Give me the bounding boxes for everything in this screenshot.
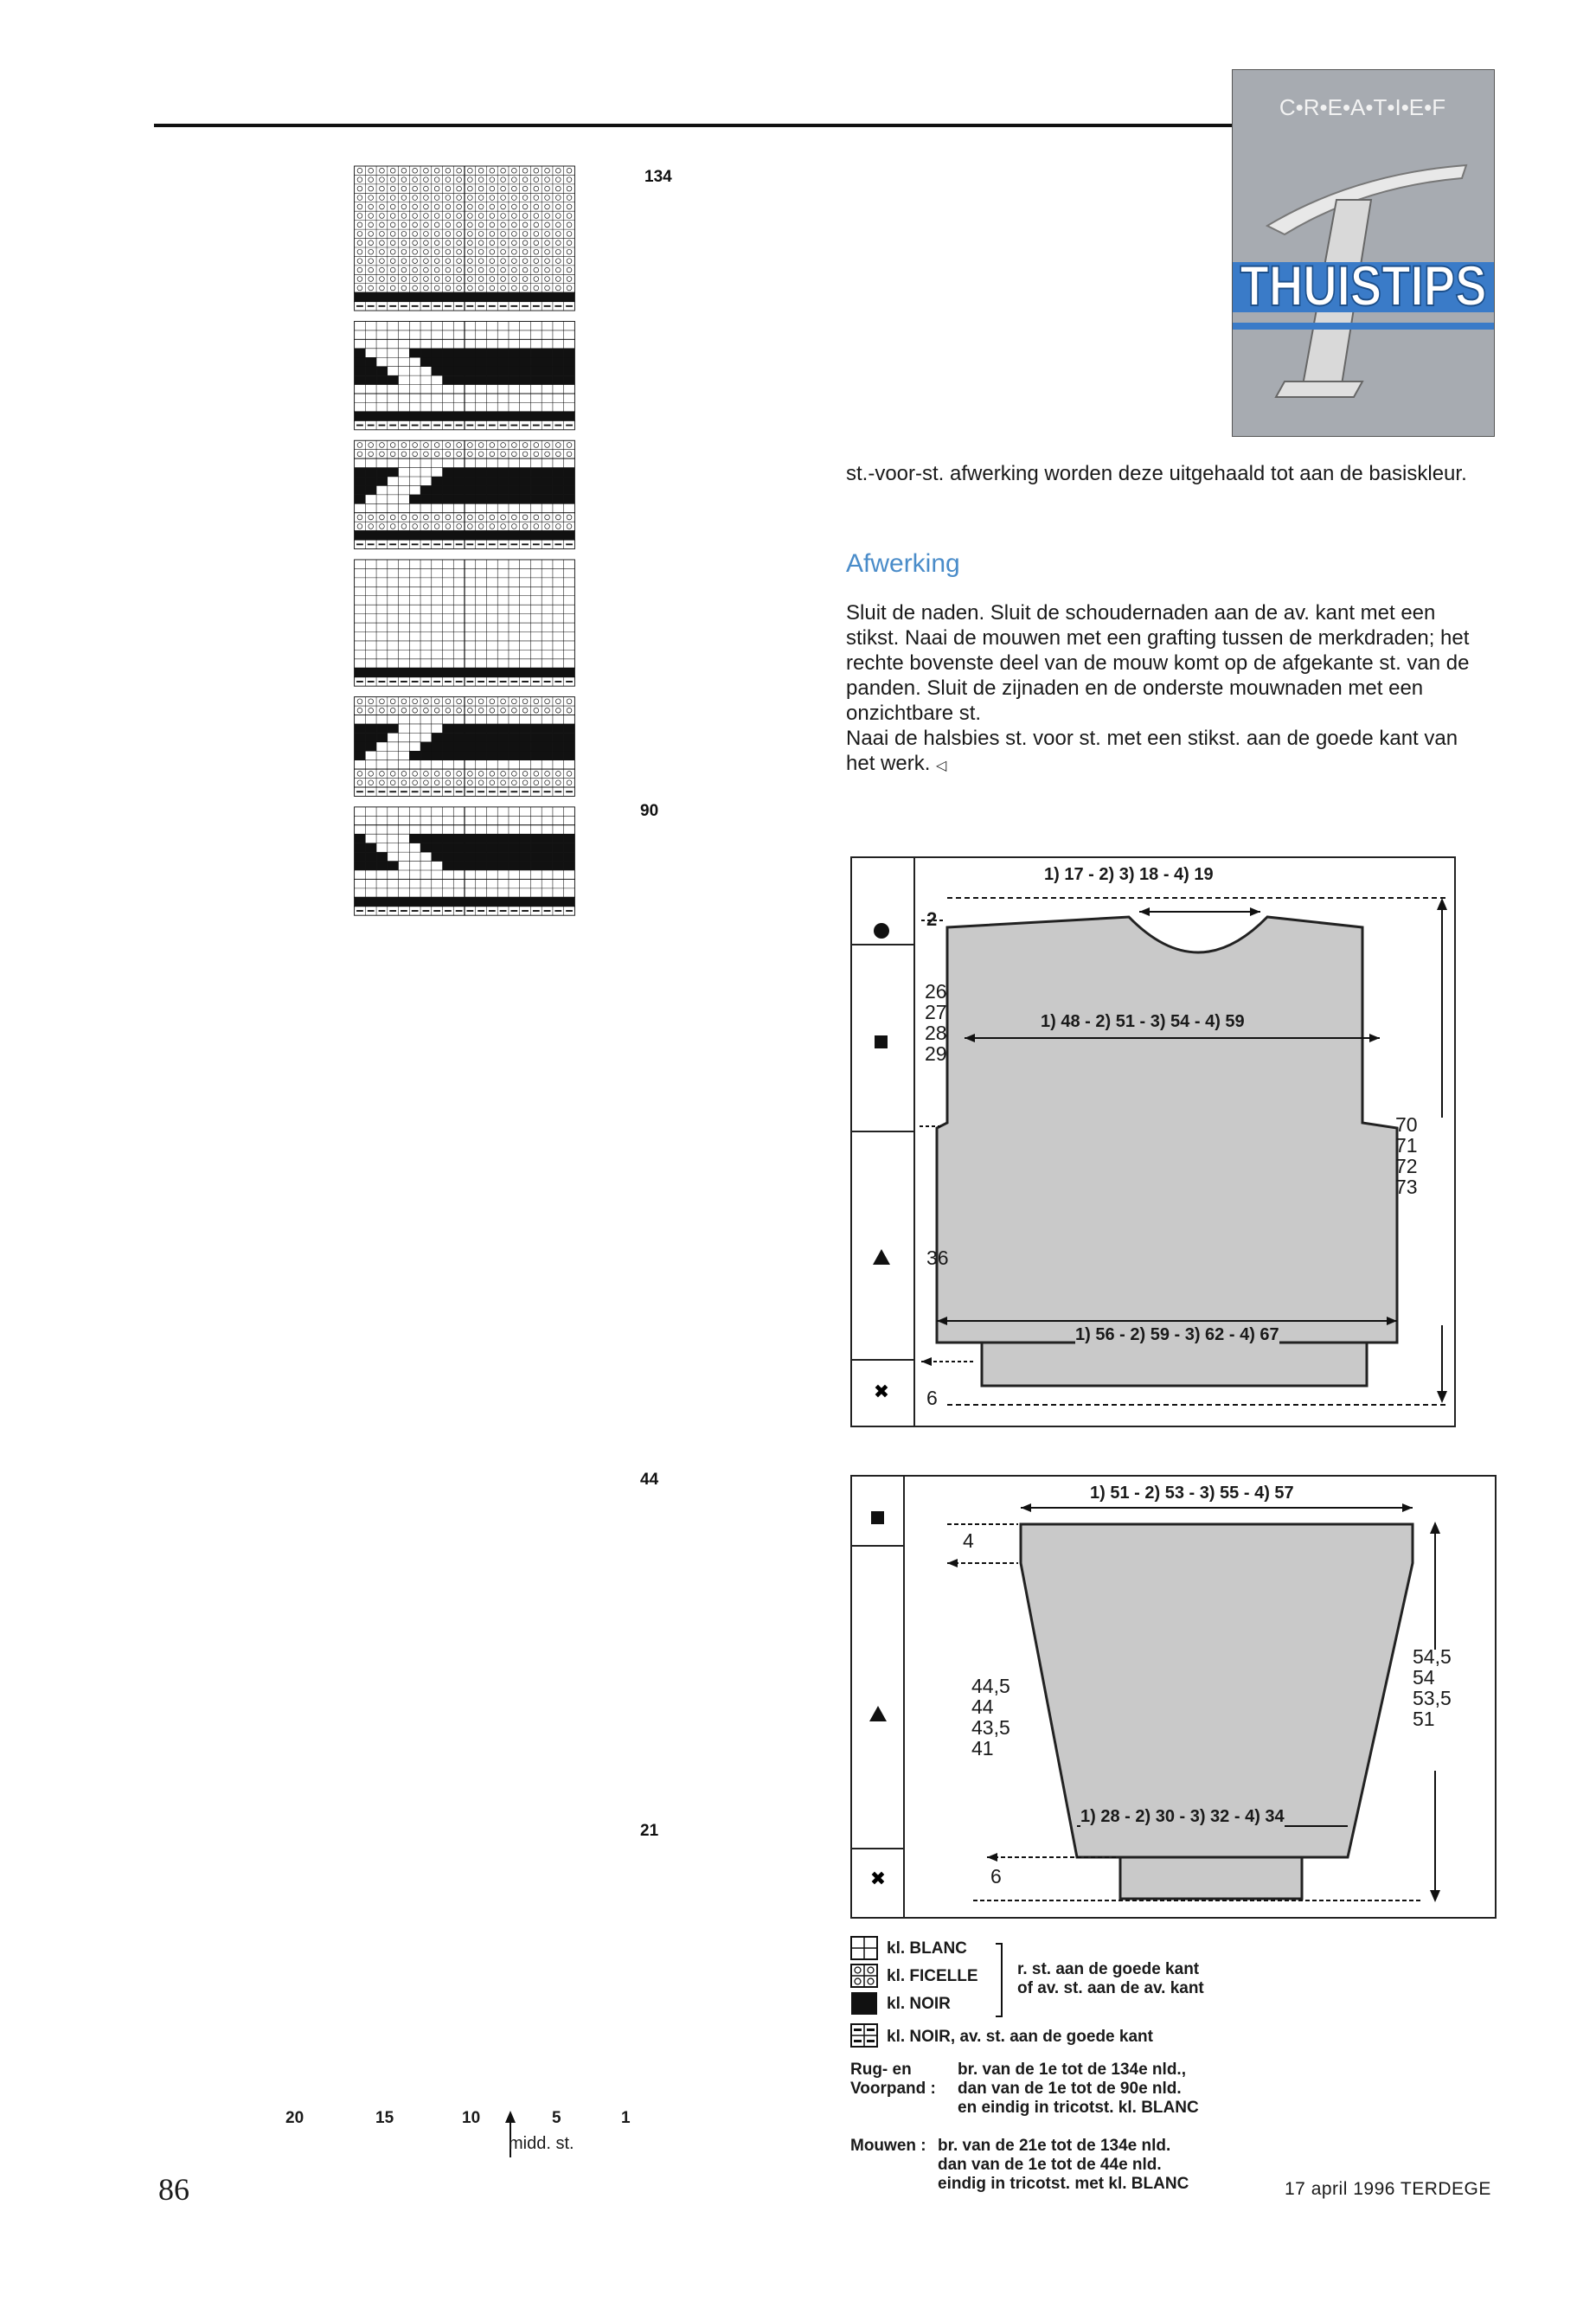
mouwen-instruction-2: dan van de 1e tot de 44e nld.: [938, 2156, 1162, 2174]
legend: [850, 1936, 1508, 2152]
section-heading: Afwerking: [846, 549, 960, 578]
sleeve-schematic: [850, 1475, 1497, 1919]
center-stitch-label: midd. st.: [509, 2134, 574, 2153]
legend-bracket-note-2: of av. st. aan de av. kant: [1017, 1979, 1204, 1997]
sleeve-schematic-drawing: [852, 1477, 1495, 1917]
logo-letters: C•R•E•A•T•I•E•F: [1279, 94, 1446, 120]
armhole-height-4: 29: [925, 1042, 947, 1065]
rug-instruction-1: br. van de 1e tot de 134e nld.,: [958, 2061, 1186, 2079]
legend-noir-av-label: kl. NOIR, av. st. aan de goede kant: [887, 2028, 1153, 2046]
sleeve-total-length-2: 54: [1413, 1666, 1435, 1689]
finishing-paragraph-2: Naai de halsbies st. voor st. met een stikst. aan de goede kant van het werk. ◁: [846, 727, 1458, 775]
row-label-90: 90: [640, 802, 659, 820]
legend-noir-label: kl. NOIR: [887, 1995, 951, 2013]
bullet-cross-icon: ✖: [873, 1381, 890, 1403]
neck-width-label: 1) 17 - 2) 3) 18 - 4) 19: [1044, 865, 1214, 884]
sleeve-bullet-triangle-icon: [869, 1706, 887, 1721]
end-mark-icon: ◁: [936, 759, 947, 773]
stitch-label-15: 15: [375, 2109, 394, 2127]
legend-swatches: [850, 1936, 878, 2048]
armhole-height-2: 27: [925, 1001, 947, 1023]
stitch-label-1: 1: [621, 2109, 631, 2127]
legend-blanc-label: kl. BLANC: [887, 1939, 967, 1958]
rib-height-label: 6: [926, 1387, 938, 1409]
sleeve-side-lengths: [971, 1676, 1010, 1759]
bullet-triangle-icon: [873, 1249, 890, 1265]
finishing-paragraph-1: Sluit de naden. Sluit de schoudernaden aan de av. kant met een stikst. Naai de mouwen met een grafting tussen de merkdraden; het rechte bovenste deel van de mouw komt op de afgekante st. van de panden. Sluit de zijnaden en de onderste mouwnaden met een onzichtbare st.: [846, 601, 1470, 725]
legend-swatch-ficelle: [851, 1965, 877, 1987]
page-number: 86: [158, 2172, 189, 2207]
sleeve-side-length-3: 43,5: [971, 1716, 1010, 1739]
logo-title: THUISTIPS: [1240, 253, 1487, 317]
body-schematic: [850, 856, 1456, 1427]
total-lengths: [1395, 1114, 1418, 1197]
armhole-height-3: 28: [925, 1022, 947, 1044]
sleeve-total-length-1: 54,5: [1413, 1645, 1452, 1668]
mouwen-label: Mouwen :: [850, 2137, 926, 2155]
sleeve-total-length-4: 51: [1413, 1708, 1435, 1730]
hem-width-label: 1) 56 - 2) 59 - 3) 62 - 4) 67: [1075, 1325, 1279, 1344]
legend-swatch-noir: [851, 1992, 877, 2015]
total-length-3: 72: [1395, 1155, 1418, 1177]
legend-ficelle-label: kl. FICELLE: [887, 1967, 978, 1985]
chest-width-label: 1) 48 - 2) 51 - 3) 54 - 4) 59: [1041, 1012, 1245, 1031]
sleeve-total-length-3: 53,5: [1413, 1687, 1452, 1709]
total-length-1: 70: [1395, 1113, 1418, 1136]
cuff-width-label: 1) 28 - 2) 30 - 3) 32 - 4) 34: [1080, 1807, 1285, 1826]
mouwen-instruction-1: br. van de 21e tot de 134e nld.: [938, 2137, 1171, 2155]
rug-label-1: Rug- en: [850, 2061, 912, 2079]
sleeve-side-length-1: 44,5: [971, 1675, 1010, 1697]
sleeve-bullet-square-icon: [871, 1511, 884, 1524]
total-length-2: 71: [1395, 1134, 1418, 1157]
total-length-4: 73: [1395, 1176, 1418, 1198]
body-height-label: 36: [926, 1247, 949, 1269]
legend-bracket-note-1: r. st. aan de goede kant: [1017, 1960, 1200, 1978]
stitch-label-10: 10: [462, 2109, 481, 2127]
rug-instruction-3: en eindig in tricotst. kl. BLANC: [958, 2099, 1199, 2117]
armhole-heights: [925, 981, 947, 1064]
neck-depth-label: 2: [926, 908, 938, 930]
sleeve-total-lengths: [1413, 1646, 1452, 1729]
rug-instruction-2: dan van de 1e tot de 90e nld.: [958, 2080, 1182, 2098]
logo-graphic: [1233, 70, 1494, 436]
legend-swatch-blanc: [851, 1937, 877, 1959]
cuff-height-label: 6: [990, 1865, 1002, 1888]
stitch-label-5: 5: [552, 2109, 561, 2127]
sleeve-bullet-cross-icon: ✖: [869, 1868, 887, 1890]
sleeve-side-length-2: 44: [971, 1695, 994, 1718]
rug-label-2: Voorpand :: [850, 2080, 936, 2098]
bullet-circle-icon: [874, 923, 889, 939]
sleeve-top-height-label: 4: [963, 1529, 974, 1552]
mouwen-instruction-3: eindig in tricotst. met kl. BLANC: [938, 2175, 1189, 2193]
row-label-134: 134: [644, 168, 672, 186]
footer-issue-date: 17 april 1996 TERDEGE: [1285, 2179, 1491, 2199]
stitch-label-20: 20: [285, 2109, 304, 2127]
knitting-chart: [287, 166, 642, 1378]
sleeve-top-width-label: 1) 51 - 2) 53 - 3) 55 - 4) 57: [1090, 1484, 1294, 1503]
legend-bracket: [996, 1943, 1003, 2017]
sleeve-side-length-4: 41: [971, 1737, 994, 1759]
finishing-instructions: [846, 600, 1490, 779]
knitting-chart-grid: [287, 166, 642, 1374]
armhole-height-1: 26: [925, 980, 947, 1003]
legend-swatch-noir-av: [851, 2024, 877, 2047]
intro-paragraph: st.-voor-st. afwerking worden deze uitgehaald tot aan de basiskleur.: [846, 462, 1467, 485]
row-label-44: 44: [640, 1471, 659, 1489]
bullet-square-icon: [875, 1035, 888, 1048]
thuistips-logo: [1232, 69, 1495, 437]
row-label-21: 21: [640, 1822, 659, 1840]
